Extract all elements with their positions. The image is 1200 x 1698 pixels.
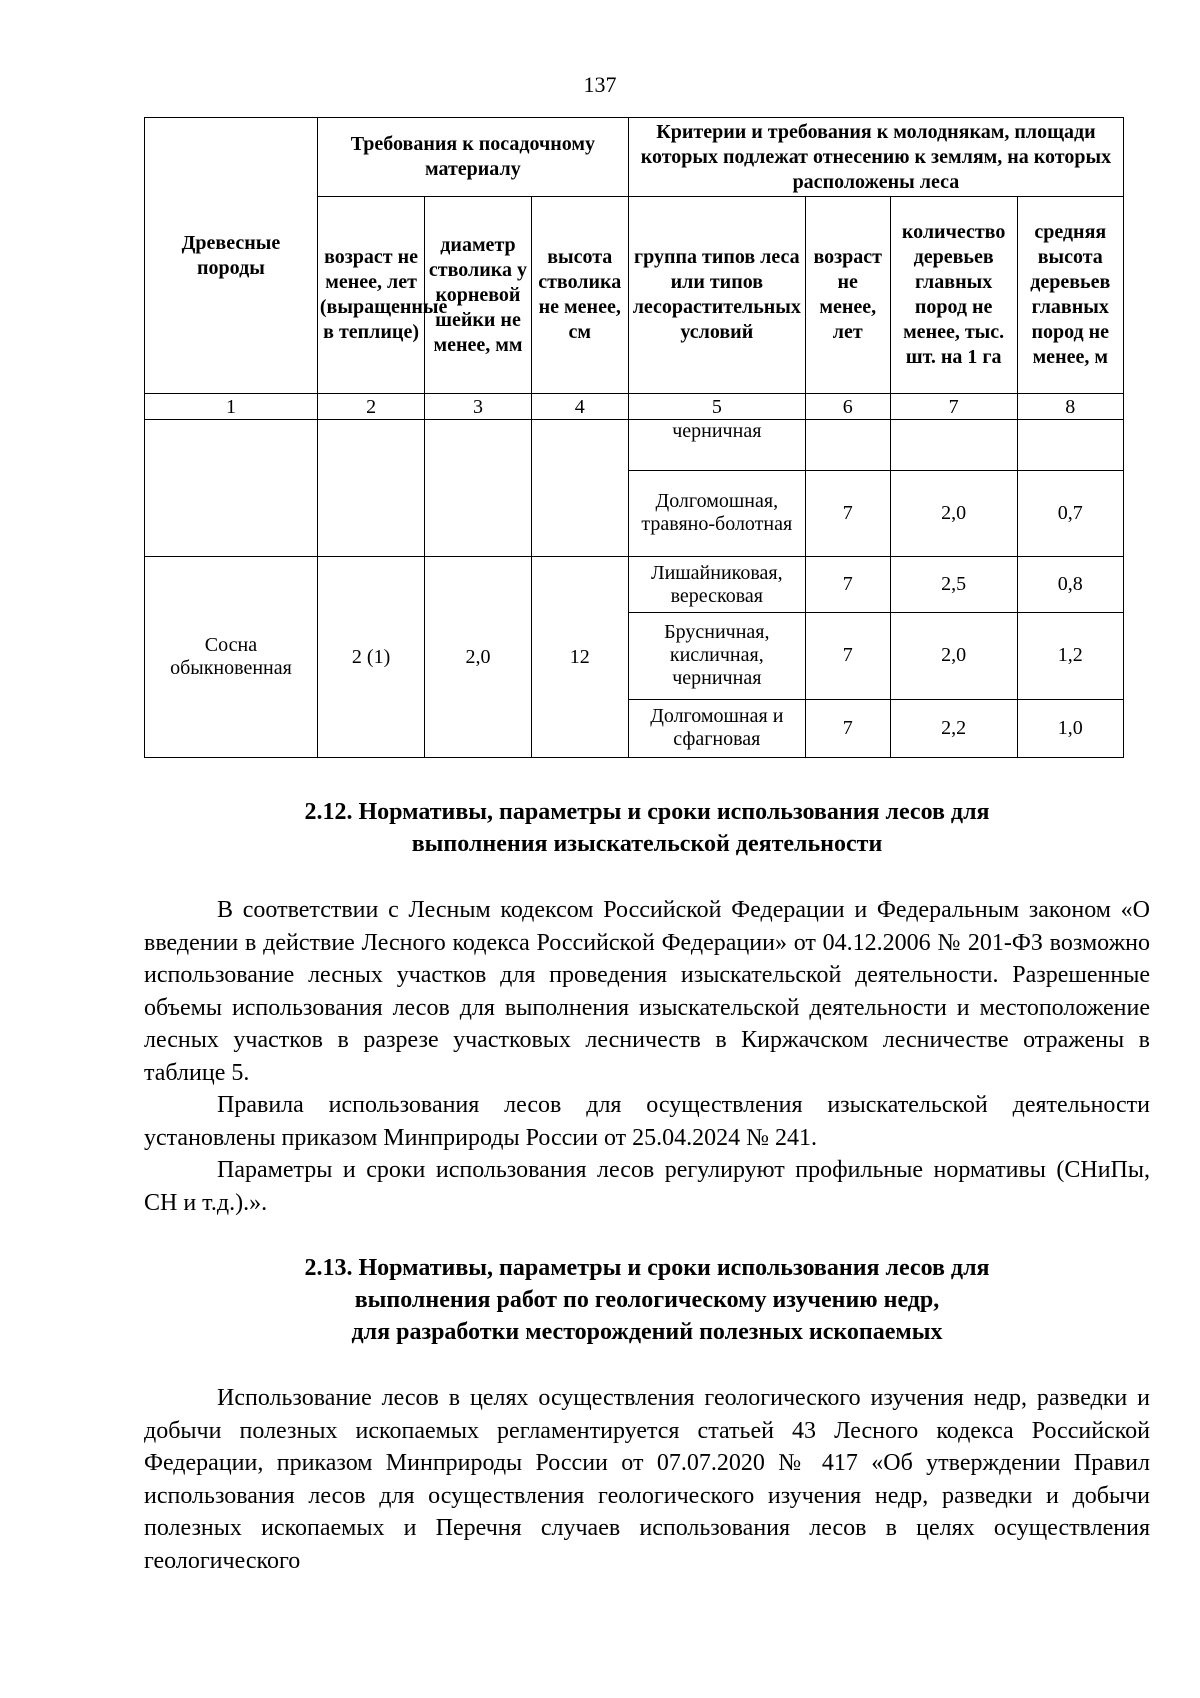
- column-number: 2: [317, 394, 424, 420]
- column-number: 7: [890, 394, 1017, 420]
- header-criteria: Критерии и требования к молоднякам, площади которых подлежат отнесению к землям, на которых расположены леса: [628, 118, 1123, 197]
- height-cell: 1,0: [1017, 699, 1123, 757]
- height-cell: 0,7: [1017, 470, 1123, 556]
- forest-type-cell: Брусничная, кисличная, черничная: [628, 613, 805, 699]
- header-forest-type: группа типов леса или типов лесорастительных условий: [628, 197, 805, 394]
- header-stem-diameter: диаметр стволика у корневой шейки не менее, мм: [425, 197, 531, 394]
- heading-line: выполнения изыскательской деятельности: [411, 831, 883, 857]
- paragraph: Правила использования лесов для осуществления изыскательской деятельности установлены приказом Минприроды России от 25.04.2024 № 241.: [144, 1092, 1150, 1151]
- header-stem-height: высота стволика не менее, см: [531, 197, 628, 394]
- heading-line: выполнения работ по геологическому изучению недр,: [354, 1287, 940, 1313]
- header-seedling-age: возраст не менее, лет (выращенные в теплице): [317, 197, 424, 394]
- heading-line: 2.13. Нормативы, параметры и сроки использования лесов для: [304, 1255, 990, 1281]
- section-2-13-heading: [144, 1252, 1150, 1348]
- species-cell: Сосна обыкновенная: [145, 557, 318, 758]
- page-number: [0, 72, 1200, 98]
- header-planting-material: Требования к посадочному материалу: [317, 118, 628, 197]
- height-cell: 1,2: [1017, 613, 1123, 699]
- heading-line: для разработки месторождений полезных ископаемых: [351, 1319, 943, 1345]
- header-tree-count: количество деревьев главных пород не менее, тыс. шт. на 1 га: [890, 197, 1017, 394]
- paragraph: Параметры и сроки использования лесов регулируют профильные нормативы (СНиПы, СН и т.д.).».: [144, 1157, 1150, 1216]
- stem-diameter-cell: 2,0: [425, 557, 531, 758]
- continuation-species-cell: [145, 420, 318, 557]
- height-cell: 0,8: [1017, 557, 1123, 613]
- count-cell: 2,0: [890, 613, 1017, 699]
- paragraph: В соответствии с Лесным кодексом Российской Федерации и Федеральным законом «О введении в действие Лесного кодекса Российской Федерации» от 04.12.2006 № 201-ФЗ возможно использование лесных участков для проведения изыскательской деятельности. Разрешенные объемы использования лесов для выполнения изыскательской деятельности и местоположение лесных участков в разрезе участковых лесничеств в Киржачском лесничестве отражены в таблице 5.: [144, 897, 1150, 1086]
- header-young-age: возраст не менее, лет: [805, 197, 890, 394]
- column-number: 6: [805, 394, 890, 420]
- stem-height-cell: 12: [531, 557, 628, 758]
- seedling-age-cell: 2 (1): [317, 557, 424, 758]
- page-number-text: 137: [583, 72, 617, 97]
- height-cell: [1017, 420, 1123, 470]
- continuation-cell: [531, 420, 628, 557]
- forest-type-cell: Лишайниковая, вересковая: [628, 557, 805, 613]
- column-number-row: [145, 394, 1124, 420]
- column-number: 4: [531, 394, 628, 420]
- count-cell: 2,5: [890, 557, 1017, 613]
- count-cell: 2,2: [890, 699, 1017, 757]
- forest-type-cell: Долгомошная и сфагновая: [628, 699, 805, 757]
- column-number: 3: [425, 394, 531, 420]
- age-cell: 7: [805, 557, 890, 613]
- section-2-13-body: [144, 1382, 1150, 1577]
- age-cell: 7: [805, 699, 890, 757]
- forest-type-cell: Долгомошная, травяно-болотная: [628, 470, 805, 556]
- continuation-cell: [425, 420, 531, 557]
- count-cell: [890, 420, 1017, 470]
- column-number: 8: [1017, 394, 1123, 420]
- table-row: [145, 557, 1124, 613]
- header-mean-height: средняя высота деревьев главных пород не менее, м: [1017, 197, 1123, 394]
- forest-type-cell: черничная: [628, 420, 805, 470]
- continuation-cell: [317, 420, 424, 557]
- seedling-requirements-table: [144, 117, 1124, 758]
- age-cell: 7: [805, 470, 890, 556]
- heading-line: 2.12. Нормативы, параметры и сроки использования лесов для: [304, 799, 990, 825]
- header-species: Древесные породы: [145, 118, 318, 394]
- paragraph: Использование лесов в целях осуществления геологического изучения недр, разведки и добычи полезных ископаемых регламентируется статьей 43 Лесного кодекса Российской Федерации, приказом Минприроды России от 07.07.2020 № 417 «Об утверждении Правил использования лесов для осуществления геологического изучения недр, разведки и добычи полезных ископаемых и Перечня случаев использования лесов в целях осуществления геологического: [144, 1385, 1150, 1574]
- count-cell: 2,0: [890, 470, 1017, 556]
- table-row: [145, 420, 1124, 470]
- section-2-12-body: [144, 894, 1150, 1219]
- section-2-12-heading: [144, 796, 1150, 860]
- column-number: 1: [145, 394, 318, 420]
- age-cell: 7: [805, 613, 890, 699]
- age-cell: [805, 420, 890, 470]
- column-number: 5: [628, 394, 805, 420]
